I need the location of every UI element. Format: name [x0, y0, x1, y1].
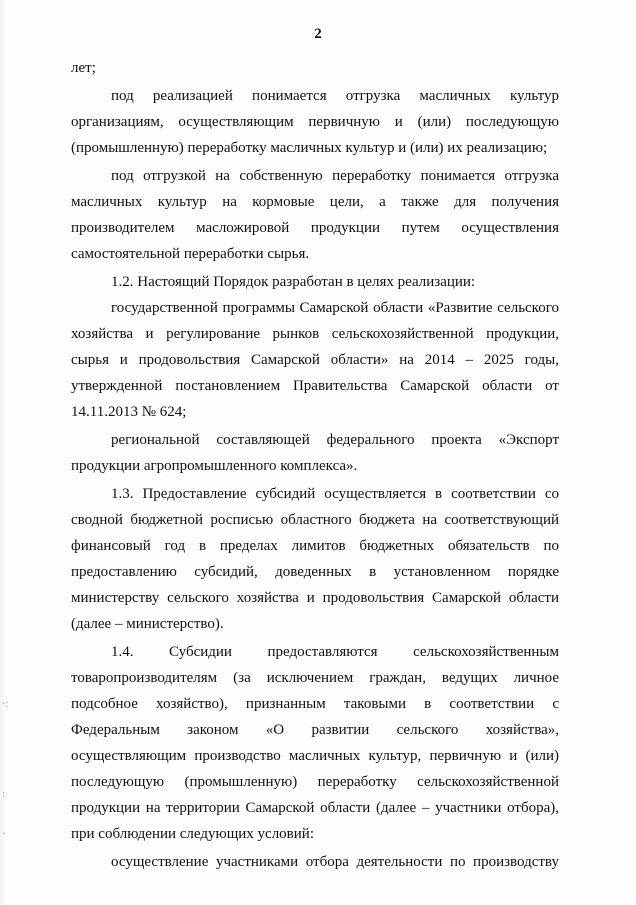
document-body	[71, 55, 559, 875]
text-line: продукции агропромышленного комплекса».	[71, 458, 358, 474]
text-line: 1.3. Предоставление субсидий осуществляется в соответствии со	[111, 486, 559, 502]
text-line: подсобное хозяйство), признанным таковыми в соответствии с	[71, 696, 559, 712]
text-line: последующую (промышленную) переработку сельскохозяйственной	[71, 774, 559, 790]
text-line: под реализацией понимается отгрузка масличных культур	[111, 88, 559, 104]
page-number: 2	[314, 26, 322, 42]
scan-edge-shadow	[0, 0, 6, 905]
scan-artifact-mark: ·	[2, 829, 6, 840]
text-line: (промышленную) переработку масличных культур и (или) их реализацию;	[71, 140, 548, 156]
scan-artifact-mark: ·:	[2, 699, 9, 710]
text-line: лет;	[71, 60, 96, 76]
text-line: самостоятельной переработки сырья.	[71, 246, 310, 262]
text-line: 1.2. Настоящий Порядок разработан в целях реализации:	[111, 274, 476, 290]
text-line: продукции на территории Самарской области (далее – участники отбора),	[71, 800, 559, 816]
text-line: производителем масложировой продукции путем осуществления	[71, 220, 559, 236]
text-line: (далее – министерство).	[71, 616, 224, 632]
text-line: товаропроизводителям (за исключением граждан, ведущих личное	[71, 670, 559, 686]
text-line: при соблюдении следующих условий:	[71, 826, 314, 842]
text-line: государственной программы Самарской области «Развитие сельского	[111, 300, 559, 316]
text-line: 1.4. Субсидии предоставляются сельскохозяйственным	[111, 644, 559, 660]
text-line: осуществляющим производство масличных культур, первичную и (или)	[71, 748, 559, 764]
text-line: сводной бюджетной росписью областного бюджета на соответствующий	[71, 512, 559, 528]
text-line: финансовый год в пределах лимитов бюджетных обязательств по	[71, 538, 559, 554]
scan-artifact-mark: :	[2, 789, 6, 800]
text-line: 14.11.2013 № 624;	[71, 404, 187, 420]
text-line: осуществление участниками отбора деятельности по производству	[111, 854, 559, 870]
text-line: под отгрузкой на собственную переработку понимается отгрузка	[111, 168, 559, 184]
text-line: сырья и продовольствия Самарской области» на 2014 – 2025 годы,	[71, 352, 559, 368]
text-line: утвержденной постановлением Правительства Самарской области от	[71, 378, 559, 394]
text-line: региональной составляющей федерального проекта «Экспорт	[111, 432, 559, 448]
text-line: Федеральным законом «О развитии сельского хозяйства»,	[71, 722, 559, 738]
text-line: министерству сельского хозяйства и продовольствия Самарской области	[71, 590, 559, 606]
text-line: организациям, осуществляющим первичную и (или) последующую	[71, 114, 559, 130]
text-line: хозяйства и регулирование рынков сельскохозяйственной продукции,	[71, 326, 559, 342]
text-line: масличных культур на кормовые цели, а также для получения	[71, 194, 559, 210]
text-line: предоставлению субсидий, доведенных в установленном порядке	[71, 564, 559, 580]
